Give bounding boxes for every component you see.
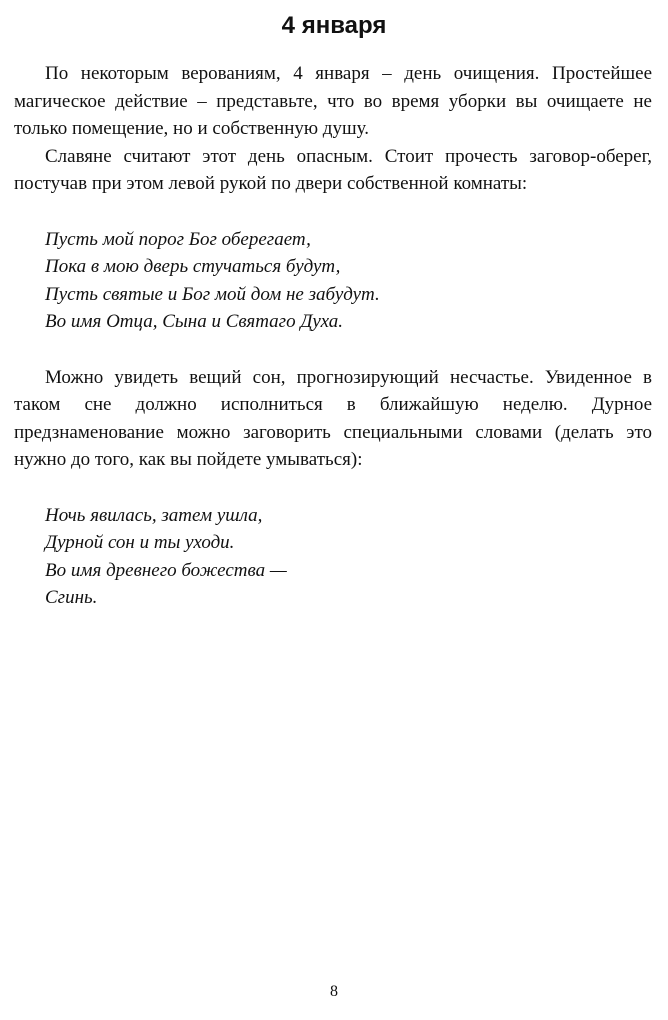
paragraph-prophetic-dream: Можно увидеть вещий сон, прогнозирующий несчастье. Увиденное в таком сне должно исполниться в ближайшую неделю. Дурное предзнаменование можно заговорить специальными словами (делать это нужно до того, как вы пойдете умываться): bbox=[14, 366, 652, 471]
verse-line: Дурной сон и ты уходи. bbox=[45, 532, 235, 554]
verse-line: Во имя древнего божества — bbox=[45, 559, 287, 581]
page-body bbox=[14, 60, 652, 612]
paragraph-cleansing-day: По некоторым верованиям, 4 января – день очищения. Простейшее магическое действие – представьте, что во время уборки вы очищаете не только помещение, но и собственную душу. bbox=[14, 63, 652, 140]
verse-line: Во имя Отца, Сына и Святаго Духа. bbox=[45, 311, 344, 333]
spacer bbox=[14, 474, 652, 502]
verse-line: Пусть мой порог Бог оберегает, bbox=[45, 228, 311, 250]
paragraph-slavic-belief: Славяне считают этот день опасным. Стоит прочесть заговор-оберег, постучав при этом левой рукой по двери собственной комнаты: bbox=[14, 145, 652, 195]
page-number: 8 bbox=[330, 983, 338, 1000]
verse-line: Ночь явилась, затем ушла, bbox=[45, 504, 263, 526]
spacer bbox=[14, 198, 652, 226]
dream-charm-verse bbox=[14, 502, 652, 612]
protective-charm-verse bbox=[14, 226, 652, 336]
spacer bbox=[14, 336, 652, 364]
verse-line: Сгинь. bbox=[45, 587, 98, 609]
verse-line: Пока в мою дверь стучаться будут, bbox=[45, 256, 341, 278]
verse-line: Пусть святые и Бог мой дом не забудут. bbox=[45, 283, 380, 305]
page-title: 4 января bbox=[281, 12, 387, 39]
